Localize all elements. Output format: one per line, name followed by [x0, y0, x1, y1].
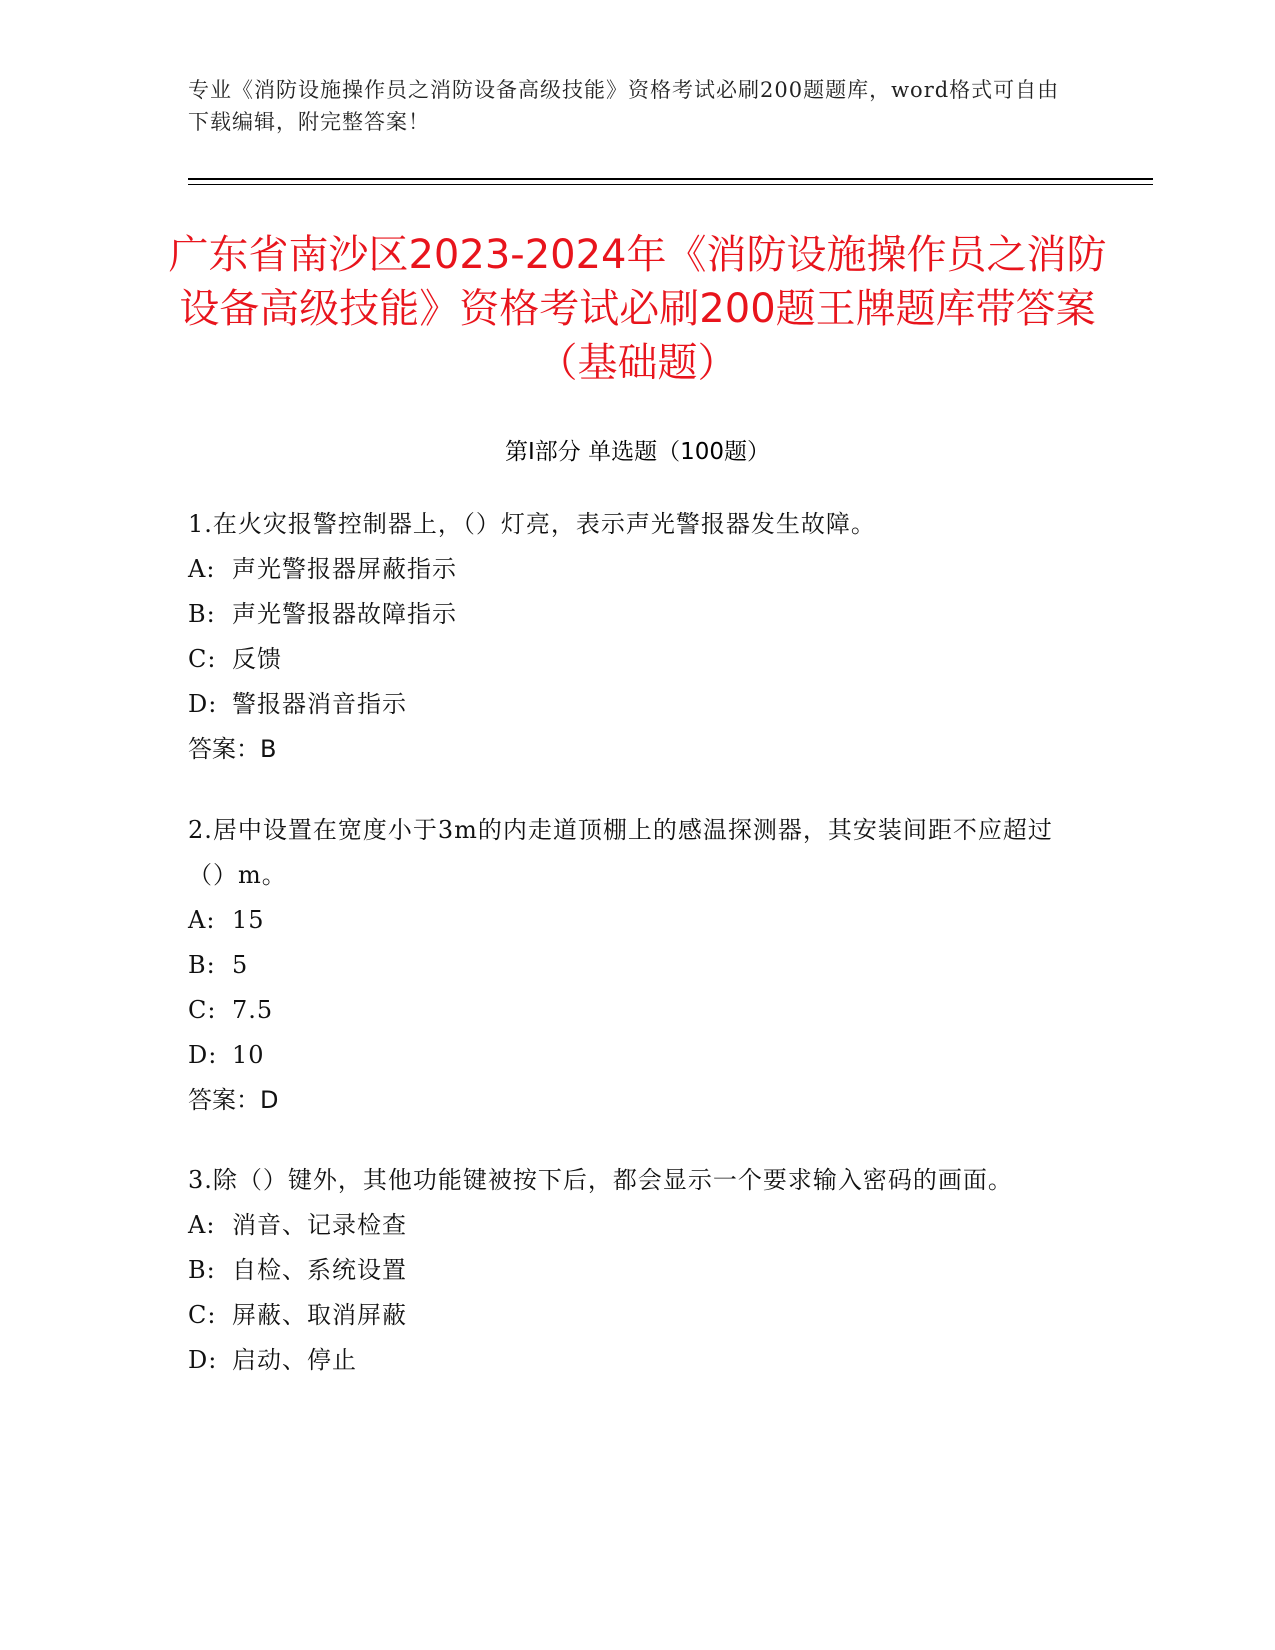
option-b	[188, 1248, 1088, 1293]
option-letter: A:	[188, 1211, 216, 1239]
option-a	[188, 547, 1088, 592]
question-2	[188, 808, 1088, 1123]
question-stem: 1.在火灾报警控制器上，（）灯亮，表示声光警报器发生故障。	[188, 510, 876, 538]
option-a	[188, 1203, 1088, 1248]
option-text: 屏蔽、取消屏蔽	[232, 1301, 407, 1329]
header-divider-thin	[188, 184, 1153, 185]
answer-label: 答案：	[188, 735, 260, 763]
question-1	[188, 502, 1088, 772]
option-text: 警报器消音指示	[232, 690, 407, 718]
option-letter: C:	[188, 996, 217, 1024]
option-text: 反馈	[232, 645, 282, 673]
option-letter: C:	[188, 645, 217, 673]
option-letter: B:	[188, 600, 216, 628]
answer-value: B	[260, 735, 277, 763]
option-text: 启动、停止	[232, 1346, 357, 1374]
option-text: 10	[232, 1041, 265, 1069]
document-title: 广东省南沙区2023-2024年《消防设施操作员之消防设备高级技能》资格考试必刷200题王牌题库带答案（基础题）	[168, 232, 1107, 386]
option-letter: C:	[188, 1301, 217, 1329]
question-stem: 3.除（）键外，其他功能键被按下后，都会显示一个要求输入密码的画面。	[188, 1166, 1013, 1194]
option-text: 15	[232, 906, 265, 934]
option-letter: D:	[188, 690, 218, 718]
option-c	[188, 988, 1088, 1033]
option-c	[188, 637, 1088, 682]
question-3	[188, 1158, 1088, 1383]
option-text: 5	[232, 951, 249, 979]
option-text: 消音、记录检查	[232, 1211, 407, 1239]
option-b	[188, 943, 1088, 988]
question-stem: 2.居中设置在宽度小于3m的内走道顶棚上的感温探测器，其安装间距不应超过（）m。	[188, 816, 1053, 889]
option-text: 自检、系统设置	[232, 1256, 407, 1284]
answer-line	[188, 1078, 1088, 1123]
option-d	[188, 1338, 1088, 1383]
header-note: 专业《消防设施操作员之消防设备高级技能》资格考试必刷200题题库，word格式可自由下载编辑，附完整答案！	[188, 78, 1060, 134]
option-d	[188, 1033, 1088, 1078]
option-text: 7.5	[232, 996, 274, 1024]
option-c	[188, 1293, 1088, 1338]
answer-line	[188, 727, 1088, 772]
option-letter: B:	[188, 951, 216, 979]
answer-label: 答案：	[188, 1086, 260, 1114]
option-text: 声光警报器故障指示	[232, 600, 457, 628]
option-letter: B:	[188, 1256, 216, 1284]
header-divider-thick	[188, 178, 1153, 180]
option-text: 声光警报器屏蔽指示	[232, 555, 457, 583]
option-b	[188, 592, 1088, 637]
option-letter: D:	[188, 1346, 218, 1374]
option-letter: A:	[188, 906, 216, 934]
option-letter: A:	[188, 555, 216, 583]
section-heading: 第I部分 单选题（100题）	[505, 439, 770, 465]
option-a	[188, 898, 1088, 943]
option-letter: D:	[188, 1041, 218, 1069]
option-d	[188, 682, 1088, 727]
answer-value: D	[260, 1086, 279, 1114]
